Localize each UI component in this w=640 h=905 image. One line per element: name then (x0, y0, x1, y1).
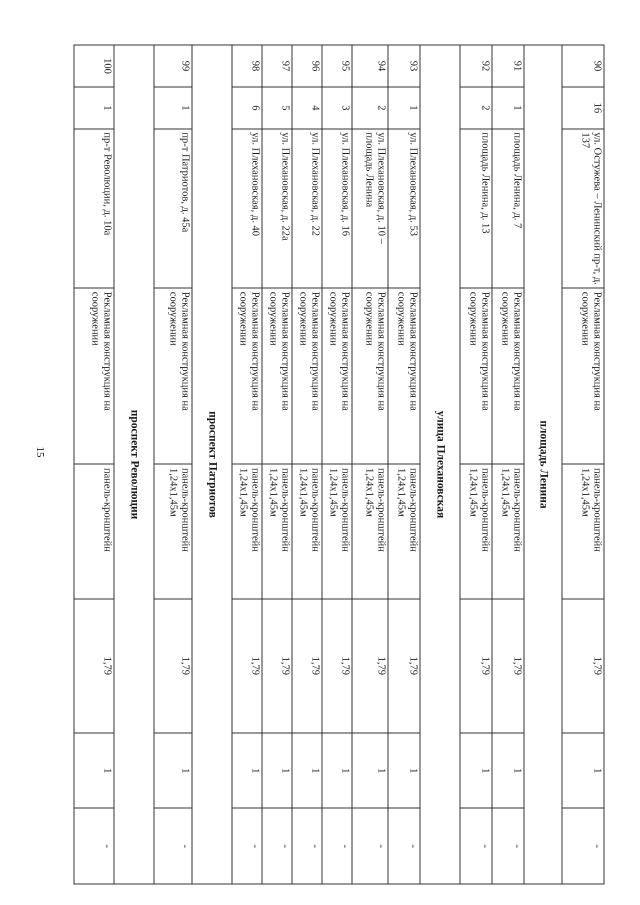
count-cell: 1 (232, 733, 262, 809)
count-cell: 1 (562, 733, 604, 809)
sub-number-cell: 2 (352, 87, 388, 129)
structure-type-cell: Рекламная конструкция на сооружении (292, 288, 322, 464)
row-number-cell: 93 (388, 45, 420, 87)
table-row (492, 45, 524, 884)
table-row (322, 45, 352, 884)
section-title: проспект Революции (114, 45, 154, 884)
address-cell: ул. Плехановская, д. 53 (388, 129, 420, 288)
format-cell: панель-кронштейн 1,24х1,45м (562, 464, 604, 598)
address-cell: ул. Плехановская, д. 16 (322, 129, 352, 288)
count-cell: 1 (262, 733, 292, 809)
address-cell: пр-т Патриотов, д. 45а (154, 129, 192, 288)
structure-type-cell: Рекламная конструкция на сооружении (352, 288, 388, 464)
sub-number-cell: 16 (562, 87, 604, 129)
format-cell: панель-кронштейн 1,24х1,45м (262, 464, 292, 598)
area-cell: 1,79 (262, 599, 292, 733)
table-row (388, 45, 420, 884)
table-row (562, 45, 604, 884)
section-title: проспект Патриотов (192, 45, 232, 884)
structure-type-cell: Рекламная конструкция на сооружении (562, 288, 604, 464)
extra-cell: - (262, 808, 292, 884)
address-cell: пр-т Революции, д. 10а (74, 129, 114, 288)
address-cell: ул. Плехановская, д. 10 – площадь Ленина (352, 129, 388, 288)
table-viewport (84, 34, 603, 874)
area-cell: 1,79 (562, 599, 604, 733)
format-cell: панель-кронштейн 1,24х1,45м (460, 464, 492, 598)
row-number-cell: 90 (562, 45, 604, 87)
address-cell: ул. Плехановская, д. 22 (292, 129, 322, 288)
address-cell: ул. Плехановская, д. 22а (262, 129, 292, 288)
section-row (192, 45, 232, 884)
address-cell: площадь Ленина, д. 13 (460, 129, 492, 288)
extra-cell: - (352, 808, 388, 884)
row-number-cell: 94 (352, 45, 388, 87)
count-cell: 1 (74, 733, 114, 809)
format-cell: панель-кронштейн 1,24х1,45м (292, 464, 322, 598)
sub-number-cell: 2 (460, 87, 492, 129)
count-cell: 1 (154, 733, 192, 809)
extra-cell: - (492, 808, 524, 884)
row-number-cell: 95 (322, 45, 352, 87)
count-cell: 1 (460, 733, 492, 809)
table-row (74, 45, 114, 884)
extra-cell: - (74, 808, 114, 884)
extra-cell: - (562, 808, 604, 884)
sub-number-cell: 1 (492, 87, 524, 129)
extra-cell: - (292, 808, 322, 884)
structure-type-cell: Рекламная конструкция на сооружении (232, 288, 262, 464)
sub-number-cell: 1 (74, 87, 114, 129)
structure-type-cell: Рекламная конструкция на сооружении (388, 288, 420, 464)
extra-cell: - (232, 808, 262, 884)
sub-number-cell: 1 (388, 87, 420, 129)
address-cell: площадь Ленина, д. 7 (492, 129, 524, 288)
row-number-cell: 97 (262, 45, 292, 87)
area-cell: 1,79 (322, 599, 352, 733)
area-cell: 1,79 (388, 599, 420, 733)
count-cell: 1 (492, 733, 524, 809)
section-row (420, 45, 460, 884)
table-row (352, 45, 388, 884)
structure-type-cell: Рекламная конструкция на сооружении (262, 288, 292, 464)
count-cell: 1 (292, 733, 322, 809)
table-row (262, 45, 292, 884)
structure-type-cell: Рекламная конструкция на сооружении (74, 288, 114, 464)
structure-type-cell: Рекламная конструкция на сооружении (460, 288, 492, 464)
area-cell: 1,79 (154, 599, 192, 733)
area-cell: 1,79 (74, 599, 114, 733)
address-cell: ул. Плехановская, д. 40 (232, 129, 262, 288)
sub-number-cell: 5 (262, 87, 292, 129)
count-cell: 1 (388, 733, 420, 809)
page-number: 15 (34, 446, 46, 458)
area-cell: 1,79 (352, 599, 388, 733)
format-cell: панель-кронштейн 1,24х1,45м (322, 464, 352, 598)
format-cell: панель-кронштейн (74, 464, 114, 598)
row-number-cell: 100 (74, 45, 114, 87)
sub-number-cell: 6 (232, 87, 262, 129)
sub-number-cell: 4 (292, 87, 322, 129)
area-cell: 1,79 (292, 599, 322, 733)
extra-cell: - (154, 808, 192, 884)
count-cell: 1 (352, 733, 388, 809)
table-row (232, 45, 262, 884)
count-cell: 1 (322, 733, 352, 809)
row-number-cell: 98 (232, 45, 262, 87)
section-title: улица Плехановская (420, 45, 460, 884)
row-number-cell: 96 (292, 45, 322, 87)
section-row (524, 45, 562, 884)
format-cell: панель-кронштейн 1,24х1,45м (492, 464, 524, 598)
row-number-cell: 92 (460, 45, 492, 87)
table-row (292, 45, 322, 884)
format-cell: панель-кронштейн 1,24х1,45м (352, 464, 388, 598)
extra-cell: - (322, 808, 352, 884)
extra-cell: - (388, 808, 420, 884)
section-title: площадь Ленина (524, 45, 562, 884)
table-row (460, 45, 492, 884)
advertising-structures-table (74, 45, 605, 885)
structure-type-cell: Рекламная конструкция на сооружении (322, 288, 352, 464)
structure-type-cell: Рекламная конструкция на сооружении (492, 288, 524, 464)
sub-number-cell: 1 (154, 87, 192, 129)
extra-cell: - (460, 808, 492, 884)
area-cell: 1,79 (460, 599, 492, 733)
row-number-cell: 99 (154, 45, 192, 87)
format-cell: панель-кронштейн 1,24х1,45м (388, 464, 420, 598)
format-cell: панель-кронштейн 1,24х1,45м (232, 464, 262, 598)
sub-number-cell: 3 (322, 87, 352, 129)
address-cell: ул. Остужева – Ленинский пр-т, д. 137 (562, 129, 604, 288)
format-cell: панель-кронштейн 1,24х1,45м (154, 464, 192, 598)
area-cell: 1,79 (232, 599, 262, 733)
row-number-cell: 91 (492, 45, 524, 87)
table-row (154, 45, 192, 884)
section-row (114, 45, 154, 884)
area-cell: 1,79 (492, 599, 524, 733)
structure-type-cell: Рекламная конструкция на сооружении (154, 288, 192, 464)
